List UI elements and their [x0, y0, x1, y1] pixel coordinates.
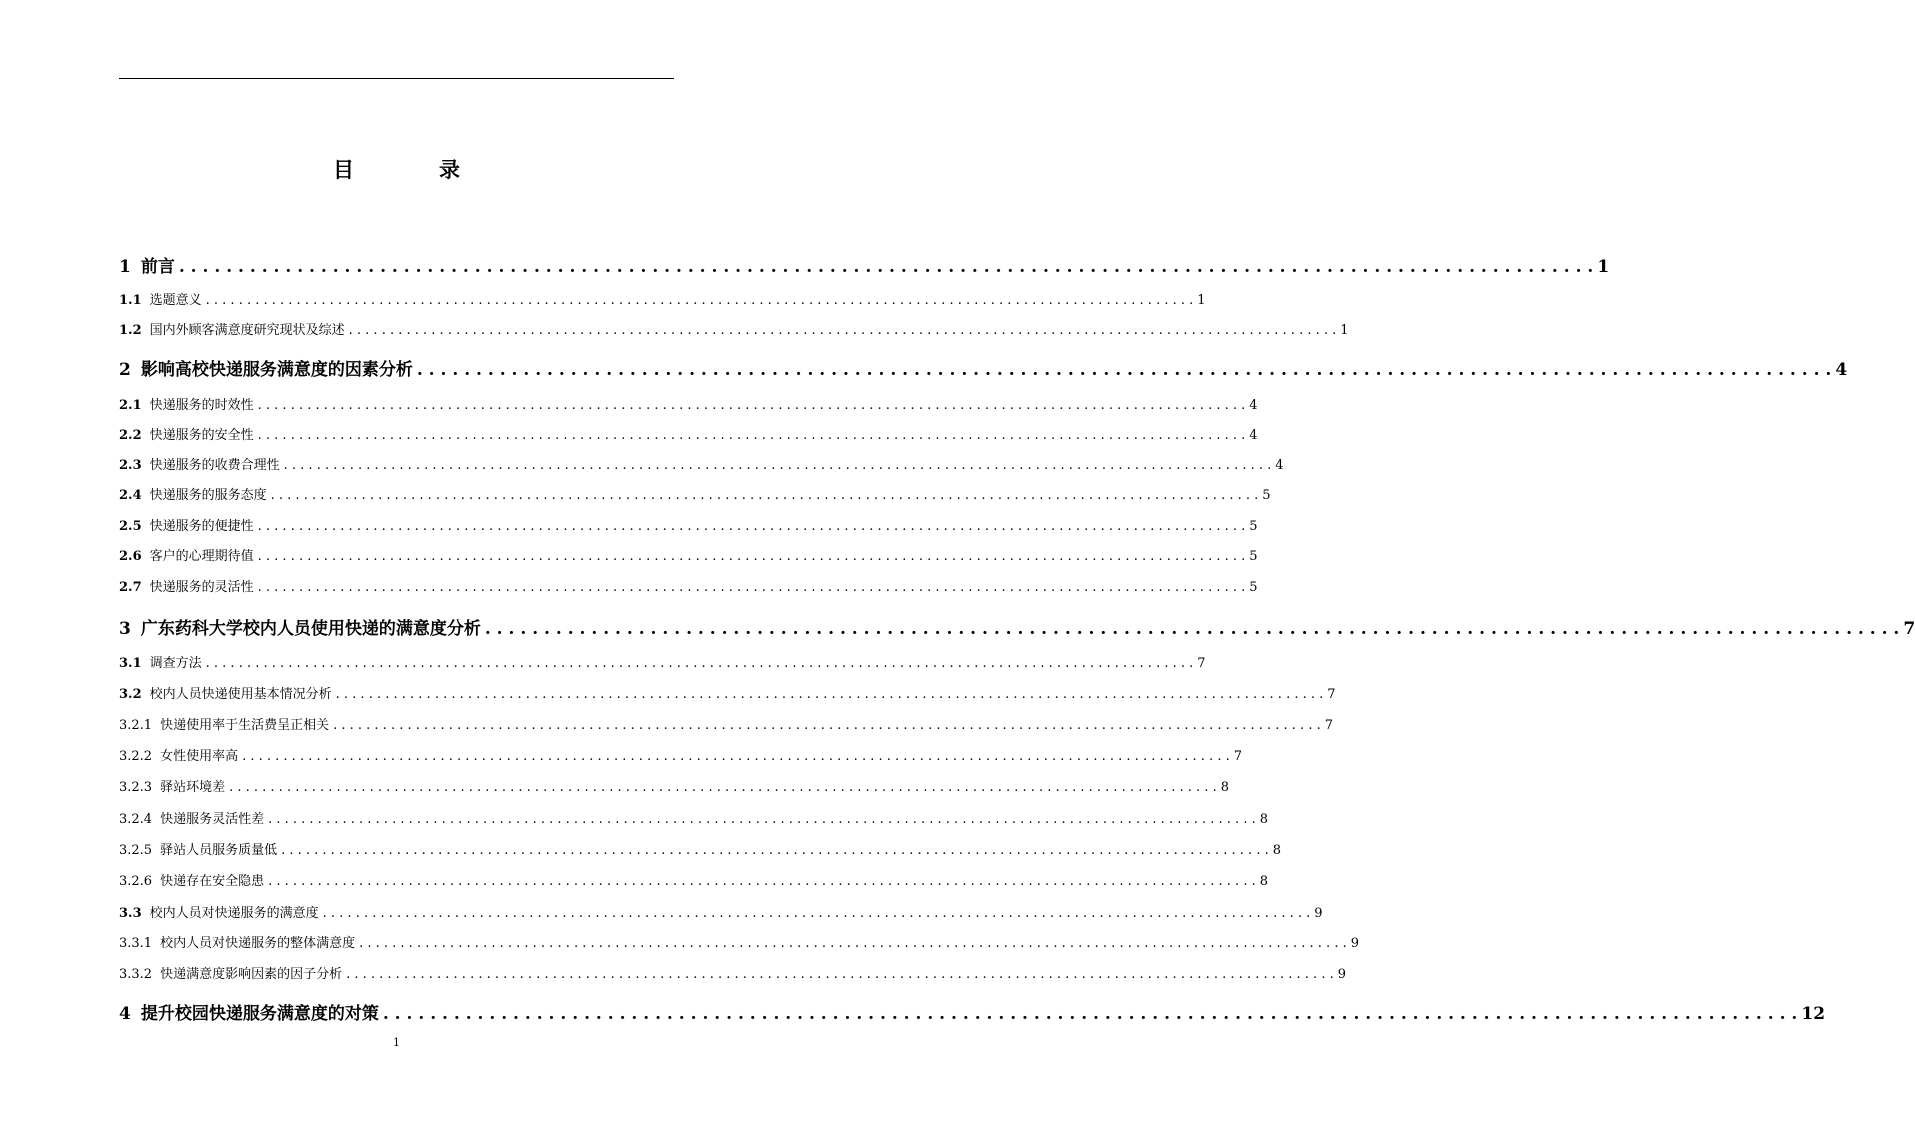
toc-entry-page: 9 [1350, 936, 1360, 951]
toc-entry-page: 7 [1327, 687, 1336, 702]
toc-entry-number: 3.2.4 [119, 812, 153, 827]
toc-leader-dots: . . . . . . . . . . . . . . . . . . . . . . . . . . . . . . . . . . . . . . . . . . . . . . . . . . . . . . . . . . . . . . . . . . . . . . . . . . . . . . . . . . . . . . . . . . . . . . . . . . . . . . . . . . . . . . . . . . . . . . . . [205, 293, 1194, 308]
toc-entry-page: 1 [1197, 293, 1206, 308]
toc-leader-dots: . . . . . . . . . . . . . . . . . . . . . . . . . . . . . . . . . . . . . . . . . . . . . . . . . . . . . . . . . . . . . . . . . . . . . . . . . . . . . . . . . . . . . . . . . . . . . . . . . . . . . . . . . . . . . . . . . . . . . . . . [382, 1004, 1798, 1024]
toc-entry-label [119, 355, 413, 380]
toc-entry-label [119, 932, 355, 951]
toc-entry-number: 2.6 [119, 549, 142, 564]
toc-entry-label [119, 999, 379, 1024]
toc-entry-label [119, 714, 329, 733]
toc-entry-number: 3 [119, 619, 131, 639]
toc-entry-page: 4 [1275, 458, 1284, 473]
toc-entry-title: 客户的心理期待值 [149, 549, 254, 564]
toc-entry-page: 1 [1597, 257, 1610, 277]
toc-entry-title: 快递服务的时效性 [149, 398, 254, 413]
toc-leader-dots: . . . . . . . . . . . . . . . . . . . . . . . . . . . . . . . . . . . . . . . . . . . . . . . . . . . . . . . . . . . . . . . . . . . . . . . . . . . . . . . . . . . . . . . . . . . . . . . . . . . . . . . . . . . . . . . . . . . . . . . . [283, 458, 1272, 473]
toc-entry-title: 影响高校快递服务满意度的因素分析 [140, 360, 413, 380]
toc-entry-title: 前言 [140, 257, 175, 277]
toc-entry-number: 4 [119, 1004, 131, 1024]
toc-entry[interactable] [119, 839, 1282, 858]
toc-entry-label [119, 683, 332, 702]
toc-entry[interactable] [119, 963, 1347, 982]
toc-entry-page: 5 [1249, 580, 1258, 595]
toc-entry[interactable] [119, 902, 1323, 921]
toc-entry-title: 选题意义 [149, 293, 202, 308]
toc-entry-number: 2.4 [119, 488, 142, 503]
toc-entry-title: 校内人员对快递服务的满意度 [149, 906, 319, 921]
toc-entry-number: 2.3 [119, 458, 142, 473]
toc-entry-title: 快递使用率于生活费呈正相关 [160, 718, 330, 733]
toc-entry-label [119, 902, 319, 921]
toc-leader-dots: . . . . . . . . . . . . . . . . . . . . . . . . . . . . . . . . . . . . . . . . . . . . . . . . . . . . . . . . . . . . . . . . . . . . . . . . . . . . . . . . . . . . . . . . . . . . . . . . . . . . . . . . . . . . . . . . . . . . . . . . [205, 656, 1194, 671]
toc-entry-number: 3.2.2 [119, 749, 153, 764]
toc-entry-number: 1 [119, 257, 131, 277]
toc-entry-label [119, 484, 267, 503]
toc-entry[interactable] [119, 870, 1269, 889]
toc-entry[interactable] [119, 652, 1206, 671]
toc-entry-title: 广东药科大学校内人员使用快递的满意度分析 [140, 619, 481, 639]
toc-entry-number: 2.5 [119, 519, 142, 534]
toc-leader-dots: . . . . . . . . . . . . . . . . . . . . . . . . . . . . . . . . . . . . . . . . . . . . . . . . . . . . . . . . . . . . . . . . . . . . . . . . . . . . . . . . . . . . . . . . . . . . . . . . . . . . . . . . . . . . . . . . . . . . . . . . [257, 398, 1246, 413]
toc-leader-dots: . . . . . . . . . . . . . . . . . . . . . . . . . . . . . . . . . . . . . . . . . . . . . . . . . . . . . . . . . . . . . . . . . . . . . . . . . . . . . . . . . . . . . . . . . . . . . . . . . . . . . . . . . . . . . . . . . . . . . . . . [416, 360, 1832, 380]
toc-entry-page: 7 [1903, 619, 1915, 639]
toc-entry-page: 7 [1233, 749, 1243, 764]
toc-entry-title: 快递服务的收费合理性 [149, 458, 280, 473]
toc-entry-number: 3.2.5 [119, 843, 153, 858]
toc-entry[interactable] [119, 394, 1258, 413]
toc-entry-title: 国内外顾客满意度研究现状及综述 [149, 323, 345, 338]
toc-entry-label [119, 652, 202, 671]
toc-leader-dots: . . . . . . . . . . . . . . . . . . . . . . . . . . . . . . . . . . . . . . . . . . . . . . . . . . . . . . . . . . . . . . . . . . . . . . . . . . . . . . . . . . . . . . . . . . . . . . . . . . . . . . . . . . . . . . . . . . . . . . . . [257, 428, 1246, 443]
toc-entry-title: 快递服务的灵活性 [149, 580, 254, 595]
toc-entry-page: 1 [1340, 323, 1349, 338]
toc-entry-page: 4 [1835, 360, 1848, 380]
toc-entry-number: 3.2.1 [119, 718, 153, 733]
toc-entry-title: 提升校园快递服务满意度的对策 [140, 1004, 379, 1024]
toc-entry[interactable] [119, 252, 1610, 277]
toc-entry-label [119, 839, 277, 858]
toc-entry[interactable] [119, 614, 1915, 639]
toc-entry-page: 8 [1259, 812, 1269, 827]
toc-entry[interactable] [119, 808, 1269, 827]
toc-entry-label [119, 424, 254, 443]
toc-leader-dots: . . . . . . . . . . . . . . . . . . . . . . . . . . . . . . . . . . . . . . . . . . . . . . . . . . . . . . . . . . . . . . . . . . . . . . . . . . . . . . . . . . . . . . . . . . . . . . . . . . . . . . . . . . . . . . . . . . . . . . . . [484, 619, 1900, 639]
toc-leader-dots: . . . . . . . . . . . . . . . . . . . . . . . . . . . . . . . . . . . . . . . . . . . . . . . . . . . . . . . . . . . . . . . . . . . . . . . . . . . . . . . . . . . . . . . . . . . . . . . . . . . . . . . . . . . . . . . . . . . . . . . . [229, 780, 1217, 795]
page-number: 1 [393, 1036, 400, 1049]
toc-entry-label [119, 515, 254, 534]
toc-entry-page: 5 [1249, 549, 1258, 564]
toc-entry-label [119, 319, 345, 338]
toc-entry-title: 女性使用率高 [160, 749, 239, 764]
toc-leader-dots: . . . . . . . . . . . . . . . . . . . . . . . . . . . . . . . . . . . . . . . . . . . . . . . . . . . . . . . . . . . . . . . . . . . . . . . . . . . . . . . . . . . . . . . . . . . . . . . . . . . . . . . . . . . . . . . . . . . . . . . . [359, 936, 1347, 951]
header-rule [119, 78, 674, 79]
toc-entry-label [119, 963, 342, 982]
toc-entry-page: 8 [1220, 780, 1230, 795]
toc-entry-title: 快递满意度影响因素的因子分析 [160, 967, 343, 982]
toc-entry[interactable] [119, 355, 1848, 380]
toc-entry-page: 9 [1314, 906, 1323, 921]
toc-entry-number: 2.2 [119, 428, 142, 443]
toc-entry[interactable] [119, 545, 1258, 564]
toc-leader-dots: . . . . . . . . . . . . . . . . . . . . . . . . . . . . . . . . . . . . . . . . . . . . . . . . . . . . . . . . . . . . . . . . . . . . . . . . . . . . . . . . . . . . . . . . . . . . . . . . . . . . . . . . . . . . . . . . . . . . . . . . [270, 488, 1259, 503]
toc-leader-dots: . . . . . . . . . . . . . . . . . . . . . . . . . . . . . . . . . . . . . . . . . . . . . . . . . . . . . . . . . . . . . . . . . . . . . . . . . . . . . . . . . . . . . . . . . . . . . . . . . . . . . . . . . . . . . . . . . . . . . . . . [348, 323, 1337, 338]
toc-leader-dots: . . . . . . . . . . . . . . . . . . . . . . . . . . . . . . . . . . . . . . . . . . . . . . . . . . . . . . . . . . . . . . . . . . . . . . . . . . . . . . . . . . . . . . . . . . . . . . . . . . . . . . . . . . . . . . . . . . . . . . . . [257, 580, 1246, 595]
toc-entry-label [119, 394, 254, 413]
toc-entry-title: 调查方法 [149, 656, 202, 671]
toc-leader-dots: . . . . . . . . . . . . . . . . . . . . . . . . . . . . . . . . . . . . . . . . . . . . . . . . . . . . . . . . . . . . . . . . . . . . . . . . . . . . . . . . . . . . . . . . . . . . . . . . . . . . . . . . . . . . . . . . . . . . . . . . [242, 749, 1230, 764]
toc-entry-number: 3.2.3 [119, 780, 153, 795]
toc-entry-page: 5 [1249, 519, 1258, 534]
toc-entry-label [119, 808, 264, 827]
toc-entry-label [119, 776, 225, 795]
toc-leader-dots: . . . . . . . . . . . . . . . . . . . . . . . . . . . . . . . . . . . . . . . . . . . . . . . . . . . . . . . . . . . . . . . . . . . . . . . . . . . . . . . . . . . . . . . . . . . . . . . . . . . . . . . . . . . . . . . . . . . . . . . . [322, 906, 1311, 921]
page-title: 目 录 [333, 158, 492, 182]
toc-entry-number: 3.3.1 [119, 936, 153, 951]
toc-entry-title: 校内人员快递使用基本情况分析 [149, 687, 332, 702]
toc-leader-dots: . . . . . . . . . . . . . . . . . . . . . . . . . . . . . . . . . . . . . . . . . . . . . . . . . . . . . . . . . . . . . . . . . . . . . . . . . . . . . . . . . . . . . . . . . . . . . . . . . . . . . . . . . . . . . . . . . . . . . . . . [178, 257, 1594, 277]
toc-entry-page: 8 [1272, 843, 1282, 858]
toc-entry-label [119, 745, 238, 764]
toc-entry[interactable] [119, 319, 1349, 338]
toc-leader-dots: . . . . . . . . . . . . . . . . . . . . . . . . . . . . . . . . . . . . . . . . . . . . . . . . . . . . . . . . . . . . . . . . . . . . . . . . . . . . . . . . . . . . . . . . . . . . . . . . . . . . . . . . . . . . . . . . . . . . . . . . [268, 874, 1256, 889]
toc-entry-page: 5 [1262, 488, 1271, 503]
toc-entry-title: 驿站环境差 [160, 780, 226, 795]
toc-entry-number: 3.1 [119, 656, 142, 671]
toc-entry-label [119, 545, 254, 564]
toc-entry-page: 9 [1337, 967, 1347, 982]
toc-entry[interactable] [119, 683, 1336, 702]
toc-entry[interactable] [119, 932, 1360, 951]
toc-entry-page: 8 [1259, 874, 1269, 889]
toc-leader-dots: . . . . . . . . . . . . . . . . . . . . . . . . . . . . . . . . . . . . . . . . . . . . . . . . . . . . . . . . . . . . . . . . . . . . . . . . . . . . . . . . . . . . . . . . . . . . . . . . . . . . . . . . . . . . . . . . . . . . . . . . [346, 967, 1334, 982]
toc-entry-page: 4 [1249, 398, 1258, 413]
toc-entry-label [119, 870, 264, 889]
toc-entry[interactable] [119, 776, 1230, 795]
toc-leader-dots: . . . . . . . . . . . . . . . . . . . . . . . . . . . . . . . . . . . . . . . . . . . . . . . . . . . . . . . . . . . . . . . . . . . . . . . . . . . . . . . . . . . . . . . . . . . . . . . . . . . . . . . . . . . . . . . . . . . . . . . . [257, 549, 1246, 564]
toc-entry-title: 驿站人员服务质量低 [160, 843, 278, 858]
toc-entry-title: 快递服务的便捷性 [149, 519, 254, 534]
toc-entry-number: 3.3 [119, 906, 142, 921]
toc-entry-page: 7 [1197, 656, 1206, 671]
toc-leader-dots: . . . . . . . . . . . . . . . . . . . . . . . . . . . . . . . . . . . . . . . . . . . . . . . . . . . . . . . . . . . . . . . . . . . . . . . . . . . . . . . . . . . . . . . . . . . . . . . . . . . . . . . . . . . . . . . . . . . . . . . . [333, 718, 1321, 733]
toc-entry[interactable] [119, 999, 1826, 1024]
toc-entry-label [119, 454, 280, 473]
toc-entry[interactable] [119, 576, 1258, 595]
toc-entry[interactable] [119, 714, 1334, 733]
toc-entry[interactable] [119, 454, 1284, 473]
toc-leader-dots: . . . . . . . . . . . . . . . . . . . . . . . . . . . . . . . . . . . . . . . . . . . . . . . . . . . . . . . . . . . . . . . . . . . . . . . . . . . . . . . . . . . . . . . . . . . . . . . . . . . . . . . . . . . . . . . . . . . . . . . . [335, 687, 1324, 702]
toc-entry-label [119, 289, 202, 308]
toc-entry-number: 1.2 [119, 323, 142, 338]
toc-entry-title: 快递服务的安全性 [149, 428, 254, 443]
toc-entry[interactable] [119, 289, 1206, 308]
toc-entry[interactable] [119, 424, 1258, 443]
toc-leader-dots: . . . . . . . . . . . . . . . . . . . . . . . . . . . . . . . . . . . . . . . . . . . . . . . . . . . . . . . . . . . . . . . . . . . . . . . . . . . . . . . . . . . . . . . . . . . . . . . . . . . . . . . . . . . . . . . . . . . . . . . . [257, 519, 1246, 534]
toc-entry-number: 3.2.6 [119, 874, 153, 889]
toc-entry-label [119, 614, 481, 639]
toc-entry[interactable] [119, 484, 1271, 503]
toc-leader-dots: . . . . . . . . . . . . . . . . . . . . . . . . . . . . . . . . . . . . . . . . . . . . . . . . . . . . . . . . . . . . . . . . . . . . . . . . . . . . . . . . . . . . . . . . . . . . . . . . . . . . . . . . . . . . . . . . . . . . . . . . [268, 812, 1256, 827]
toc-entry[interactable] [119, 515, 1258, 534]
toc-entry-page: 12 [1801, 1004, 1826, 1024]
toc-entry-number: 3.3.2 [119, 967, 153, 982]
toc-entry-number: 2 [119, 360, 131, 380]
toc-entry-number: 2.7 [119, 580, 142, 595]
toc-leader-dots: . . . . . . . . . . . . . . . . . . . . . . . . . . . . . . . . . . . . . . . . . . . . . . . . . . . . . . . . . . . . . . . . . . . . . . . . . . . . . . . . . . . . . . . . . . . . . . . . . . . . . . . . . . . . . . . . . . . . . . . . [281, 843, 1269, 858]
toc-entry-number: 1.1 [119, 293, 142, 308]
toc-entry-label [119, 252, 175, 277]
toc-entry[interactable] [119, 745, 1243, 764]
toc-entry-number: 2.1 [119, 398, 142, 413]
toc-entry-label [119, 576, 254, 595]
toc-entry-page: 7 [1324, 718, 1334, 733]
toc-entry-title: 快递存在安全隐患 [160, 874, 265, 889]
toc-entry-page: 4 [1249, 428, 1258, 443]
toc-entry-title: 校内人员对快递服务的整体满意度 [160, 936, 356, 951]
toc-entry-number: 3.2 [119, 687, 142, 702]
toc-entry-title: 快递服务的服务态度 [149, 488, 267, 503]
toc-entry-title: 快递服务灵活性差 [160, 812, 265, 827]
